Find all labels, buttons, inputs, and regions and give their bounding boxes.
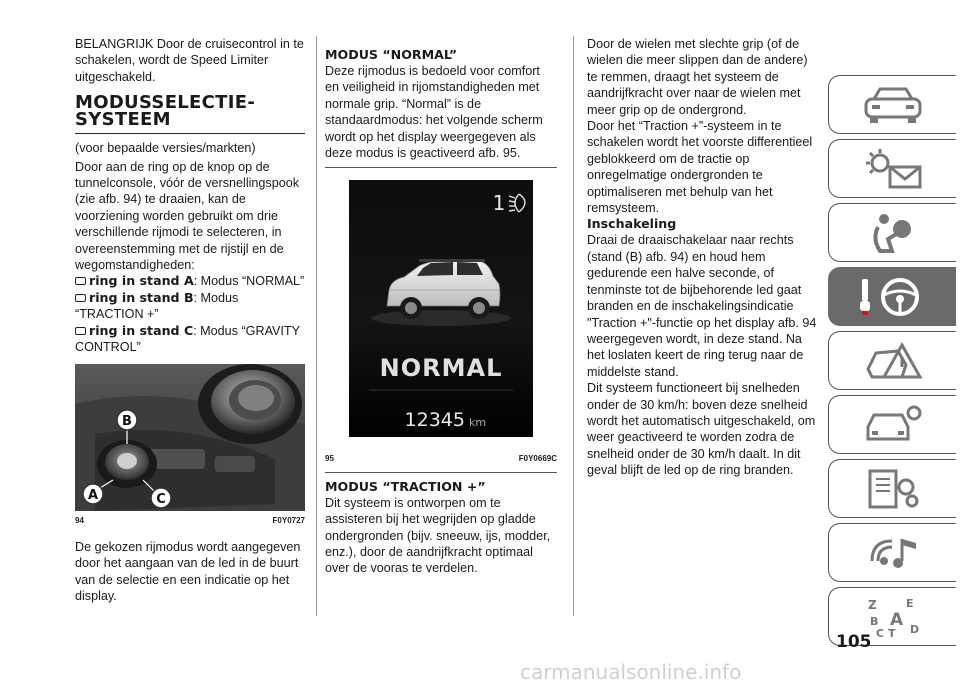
activation-text: Draai de draaischakelaar naar rechts (stand (B) afb. 94) en houd hem gedurende een halve seconde, of tenminste tot de bijbehorende led gaat branden en de inschakelingsindicatie "Traction +"-functie op het display afb. 94 weergegeven wordt, in deze stand. Na het loslaten keert de ring terug naar de middelste stand.: [587, 233, 817, 379]
traction-mode-body: Dit systeem is ontworpen om te assisteren bij het wegrijden op gladde ondergronden (bijv. sneeuw, ijs, modder, enz.), door de aandrijfkracht optimaal over de vooras te verdelen.: [325, 495, 551, 576]
tab-lights-messages[interactable]: [828, 139, 956, 198]
brake-transfer-text: Door de wielen met slechte grip (of de wielen die meer slippen dan de andere) te remmen, draagt het systeem de aandrijfkracht over naar de wielen met meer grip op de ondergrond.: [587, 37, 808, 117]
figure-94-selector-knob: [75, 364, 305, 511]
svg-text:C: C: [875, 626, 884, 639]
tab-maintenance[interactable]: [828, 395, 956, 454]
intro-note: BELANGRIJK Door de cruisecontrol in te schakelen, wordt de Speed Limiter uitgeschakeld.: [75, 37, 304, 84]
knob-label-b: B: [122, 413, 132, 429]
bullet-item-c: ring in stand C: Modus “GRAVITY CONTROL”: [75, 322, 300, 355]
figure-number: 94: [75, 515, 84, 525]
tab-starting-driving[interactable]: [828, 267, 956, 326]
mode-bullet-list: [75, 273, 305, 355]
tab-emergency[interactable]: [828, 331, 956, 390]
drive-mode-label: NORMAL: [379, 354, 503, 383]
figure-94-caption: [75, 513, 305, 529]
gear-indicator: 1: [492, 191, 506, 216]
key-steering-wheel-icon: [858, 275, 928, 319]
right-column: [587, 36, 817, 479]
tab-dashboard[interactable]: [828, 75, 956, 134]
watermark: carmanualsonline.info: [520, 660, 742, 683]
car-maintenance-icon: [858, 403, 928, 447]
column-divider: [316, 36, 317, 616]
technical-data-icon: [858, 467, 928, 511]
figure-bottom-rule: [325, 472, 557, 473]
checkbox-bullet-icon: [75, 277, 86, 285]
knob-label-c: C: [156, 491, 166, 507]
differential-text: Door het “Traction +”-systeem in te schakelen wordt het voorste differentieel geblokkeerd om de tractie op onregelmatige ondergronden te optimaliseren met behulp van het remsysteem.: [587, 119, 813, 216]
odometer-value: 12345: [404, 409, 465, 432]
figure-code: F0Y0727: [272, 515, 305, 525]
selection-body: Door aan de ring op de knop op de tunnelconsole, vóór de versnellingspook (zie afb. 94) te draaien, kan de voorziening worden gebruikt om drie verschillende rijmodi te selecteren, in overeenstemming met de rijstijl en de wegomstandigheden:: [75, 159, 300, 273]
tab-multimedia[interactable]: [828, 523, 956, 582]
display-indication-text: De gekozen rijmodus wordt aangegeven door het aangaan van de led in de buurt van de selectie en een indicatie op het display.: [75, 539, 301, 604]
safety-airbag-icon: [858, 211, 928, 255]
section-heading: MODUSSELECTIE-SYSTEEM: [75, 92, 256, 131]
checkbox-bullet-icon: [75, 327, 86, 335]
page-number: 105: [836, 632, 872, 652]
left-column: [75, 36, 305, 605]
checkbox-bullet-icon: [75, 294, 86, 302]
figure-code: F0Y0669C: [518, 454, 557, 464]
selector-knob-illustration: [75, 364, 305, 511]
svg-text:E: E: [905, 596, 914, 610]
knob-label-a: A: [87, 487, 99, 503]
emergency-warning-icon: [858, 339, 928, 383]
speed-limit-text: Dit systeem functioneert bij snelheden onder de 30 km/h: boven deze snelheid wordt het automatisch uitgeschakeld, om weer geactiveerd te worden zodra de snelheid onder de 30 km/h daalt. In dit geval blijft de led op de ring branden.: [587, 381, 816, 478]
activation-heading: Inschakeling: [587, 216, 677, 232]
multimedia-icon: [858, 531, 928, 575]
figure-95-display: [349, 180, 533, 437]
svg-text:T: T: [887, 626, 896, 639]
lights-message-icon: [858, 147, 928, 191]
normal-mode-body: Deze rijmodus is bedoeld voor comfort en veiligheid in rijomstandigheden met normale grip. “Normal” is de standaardmodus: het volgende scherm wordt op het display weergegeven als deze modus is geactiveerd afb. 95.: [325, 64, 543, 161]
figure-95-caption: [325, 451, 557, 467]
figure-top-rule: [325, 167, 557, 168]
instrument-display-illustration: [349, 180, 533, 437]
versions-note: (voor bepaalde versies/markten): [75, 141, 256, 156]
heading-rule: [75, 133, 305, 134]
svg-text:B: B: [869, 614, 878, 628]
svg-text:A: A: [889, 609, 903, 630]
bullet-item-a: ring in stand A: Modus “NORMAL”: [75, 273, 305, 289]
bullet-item-b: ring in stand B: Modus “TRACTION +”: [75, 289, 239, 322]
figure-number: 95: [325, 454, 334, 464]
svg-text:Z: Z: [867, 597, 877, 612]
column-divider: [573, 36, 574, 616]
svg-text:D: D: [909, 622, 919, 636]
normal-mode-heading: MODUS “NORMAL”: [325, 47, 458, 62]
traction-mode-heading: MODUS “TRACTION +”: [325, 478, 486, 494]
tab-safety[interactable]: [828, 203, 956, 262]
odometer-unit: km: [469, 416, 487, 430]
chapter-tabs: [828, 75, 956, 651]
middle-column: [325, 47, 557, 577]
tab-technical-data[interactable]: [828, 459, 956, 518]
dashboard-car-icon: [858, 83, 928, 127]
